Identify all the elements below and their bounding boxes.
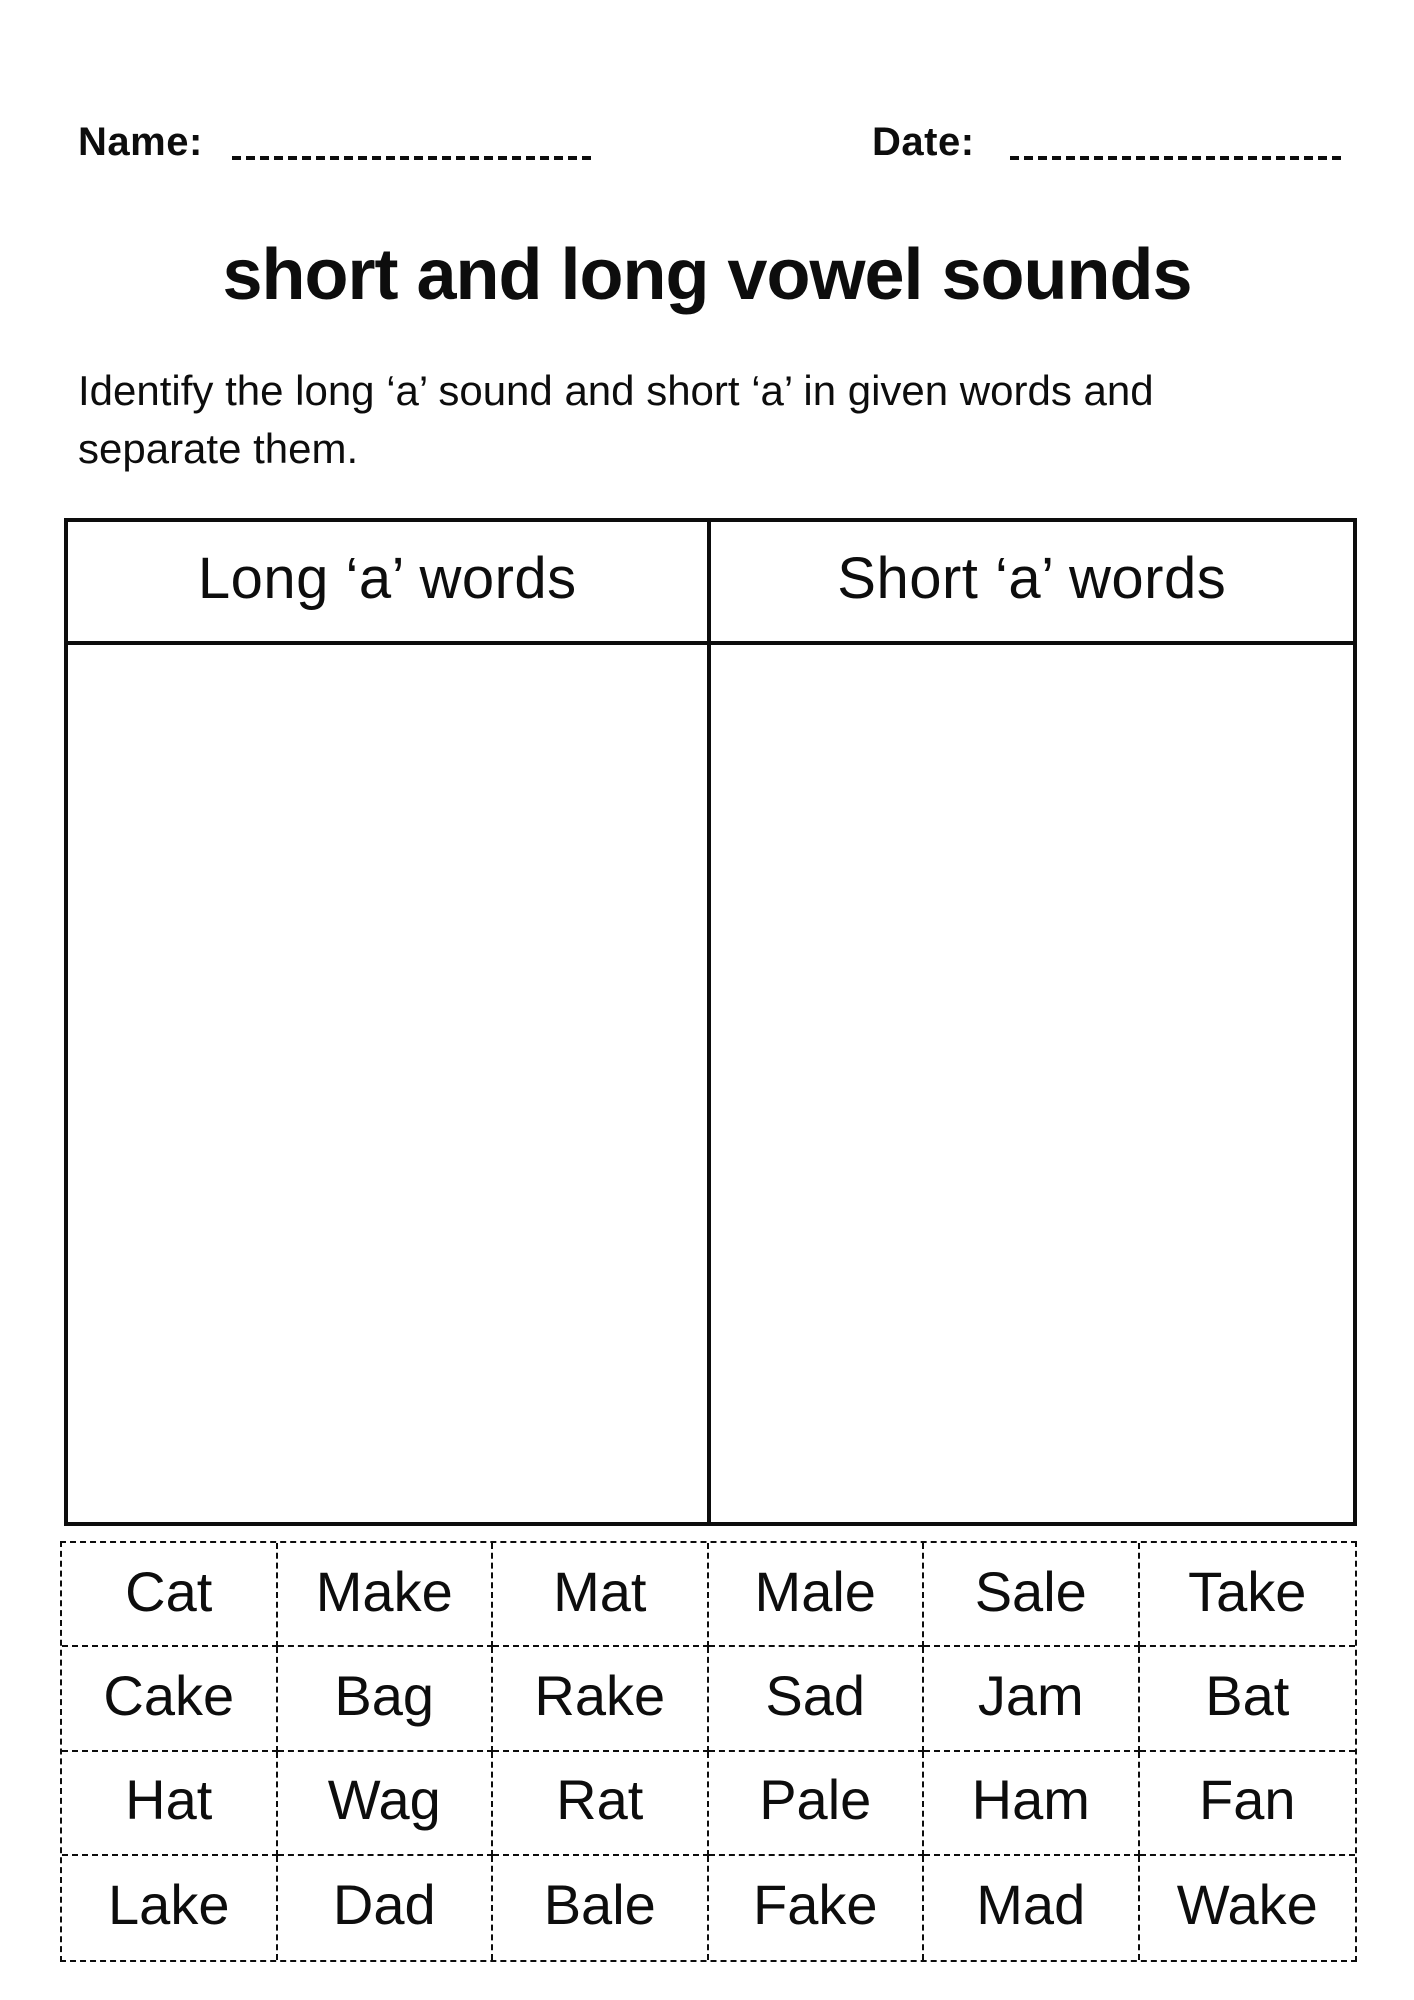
date-fill-line [1010,156,1343,160]
sorting-table [64,518,1357,1526]
word-card: Fake [709,1856,925,1960]
word-card: Rake [493,1647,709,1751]
instructions-line-1: Identify the long ‘a’ sound and short ‘a’ in given words and [78,367,1154,414]
short-a-column-body [711,645,1354,1522]
word-card: Bag [278,1647,494,1751]
word-card: Bale [493,1856,709,1960]
date-label: Date: [872,120,975,164]
word-card: Lake [62,1856,278,1960]
word-card: Sale [924,1543,1140,1647]
word-card: Wag [278,1752,494,1856]
long-a-column-header: Long ‘a’ words [68,522,711,645]
word-card: Take [1140,1543,1356,1647]
instructions-line-2: separate them. [78,425,359,472]
word-card: Dad [278,1856,494,1960]
word-card: Make [278,1543,494,1647]
short-a-column-header: Short ‘a’ words [711,522,1354,645]
word-card: Cake [62,1647,278,1751]
name-label: Name: [78,120,203,164]
word-card-grid [60,1541,1357,1962]
word-card: Cat [62,1543,278,1647]
word-card: Male [709,1543,925,1647]
word-card: Fan [1140,1752,1356,1856]
word-card: Mat [493,1543,709,1647]
word-card: Jam [924,1647,1140,1751]
word-card: Rat [493,1752,709,1856]
word-card: Pale [709,1752,925,1856]
long-a-column-body [68,645,711,1522]
instructions [78,362,1358,478]
word-card: Wake [1176,1873,1318,1937]
word-card: Sad [709,1647,925,1751]
word-card: Mad [924,1856,1140,1960]
page-title: short and long vowel sounds [222,235,1192,315]
word-card: Hat [62,1752,278,1856]
word-card: Ham [924,1752,1140,1856]
name-fill-line [232,156,595,160]
word-card: Bat [1140,1647,1356,1751]
